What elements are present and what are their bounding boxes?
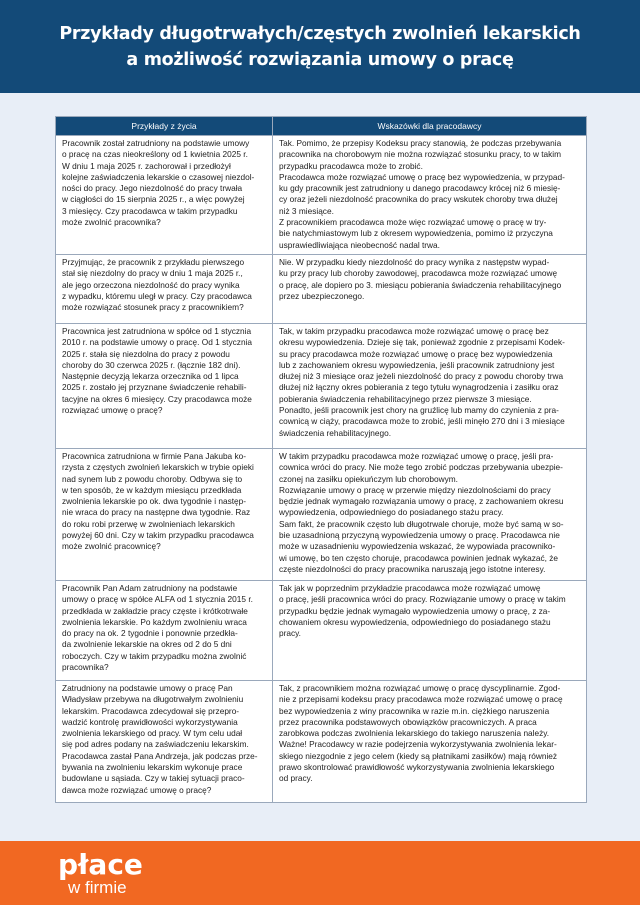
page-header — [0, 0, 640, 93]
advice-cell: Tak jak w poprzednim przykładzie pracodawca może rozwiązać umowę o pracę, jeśli pracownica wróci do pracy. Rozwiązanie umowy o pracę w takim przypadku będzie jednak wymagało wypowiedzenia umowy o pracę, z za- chowaniem okresu wypowiedzenia, odpowiedniego do posiadanego stażu pracy. — [273, 581, 587, 681]
page-title-line-1: Przykłady długotrwałych/częstych zwolnień lekarskich — [59, 23, 581, 44]
place-w-firmie-logo — [56, 846, 146, 898]
logo-word-place: płace — [58, 848, 143, 881]
column-header-examples: Przykłady z życia — [56, 117, 273, 136]
table-row — [56, 581, 587, 681]
example-cell: Pracownica jest zatrudniona w spółce od 1 stycznia 2010 r. na podstawie umowy o pracę. Od 1 stycznia 2025 r. stała się niezdolna do pracy z powodu choroby do 30 czerwca 2025 r. (łącznie 182 dni). Następnie decyzją lekarza orzecznika od 1 lipca 2025 r. zostało jej przyznane świadczenie rehabili- tacyjne na okres 6 miesięcy. Czy pracodawca może rozwiązać umowę o pracę? — [56, 324, 273, 449]
example-cell: Przyjmując, że pracownik z przykładu pierwszego stał się niezdolny do pracy w dniu 1 maja 2025 r., ale jego orzeczona niezdolność do pracy wynika z wypadku, któremu uległ w pracy. Czy pracodawca może rozwiązać stosunek pracy z pracownikiem? — [56, 255, 273, 324]
example-cell: Zatrudniony na podstawie umowy o pracę Pan Władysław przebywa na długotrwałym zwolnieniu lekarskim. Pracodawca zdecydował się przepro- wadzić kontrolę prawidłowości wykorzystywania zwolnienia lekarskiego od pracy. W tym celu udał się pod adres podany na zaświadczeniu lekarskim. Pracodawca zastał Pana Andrzeja, jak podczas prze- bywania na zwolnieniu lekarskim wykonuje prace budowlane u sąsiada. Czy w takiej sytuacji praco- dawca może rozwiązać umowę o pracę? — [56, 681, 273, 803]
advice-cell: Tak. Pomimo, że przepisy Kodeksu pracy stanowią, że podczas przebywania pracownika na chorobowym nie można rozwiązać stosunku pracy, to w takim przypadku pracodawca może to zrobić. Pracodawca może rozwiązać umowę o pracę bez wypowiedzenia, w przypad- ku gdy pracownik jest zatrudniony u danego pracodawcy krócej niż 6 miesię- cy oraz jeżeli niezdolność pracownika do pracy wskutek choroby trwa dłużej niż 3 miesiące. Z pracownikiem pracodawca może więc rozwiązać umowę o pracę w try- bie natychmiastowym lub z okresem wypowiedzenia, pomimo iż przyczyna usprawiedliwiająca nieobecność nadal trwa. — [273, 136, 587, 255]
example-cell: Pracownik został zatrudniony na podstawie umowy o pracę na czas nieokreślony od 1 kwietnia 2025 r. W dniu 1 maja 2025 r. zachorował i przedłożył kolejne zaświadczenia lekarskie o czasowej niezdol- ności do pracy. Jego niezdolność do pracy trwała w ciągłości do 15 sierpnia 2025 r., a więc powyżej 3 miesięcy. Czy pracodawca w takim przypadku może zwolnić pracownika? — [56, 136, 273, 255]
table-row — [56, 255, 587, 324]
advice-cell: Nie. W przypadku kiedy niezdolność do pracy wynika z następstw wypad- ku przy pracy lub choroby zawodowej, pracodawca może rozwiązać umowę o pracę, ale dopiero po 3. miesiącu pobierania świadczenia rehabilitacyjnego przez ubezpieczonego. — [273, 255, 587, 324]
page-title-line-2: a możliwość rozwiązania umowy o pracę — [126, 49, 514, 70]
advice-cell: Tak, w takim przypadku pracodawca może rozwiązać umowę o pracę bez okresu wypowiedzenia. Dzieje się tak, ponieważ zgodnie z przepisami Kodek- su pracy pracodawca może rozwiązać umowę o pracę bez wypowiedzenia lub z zachowaniem okresu wypowiedzenia, jeśli pracownik zatrudniony jest dłużej niż 3 miesiące oraz jeżeli niezdolność do pracy z powodu choroby trwa dłużej niż łączny okres pobierania z tego tytułu wynagrodzenia i zasiłku oraz pobierania świadczenia rehabilitacyjnego przez pierwsze 3 miesiące. Ponadto, jeśli pracownik jest chory na gruźlicę lub mamy do czynienia z pra- cownicą w ciąży, pracodawca może to zrobić, jeśli minęło 270 dni i 3 miesiące świadczenia rehabilitacyjnego. — [273, 324, 587, 449]
advice-cell: Tak, z pracownikiem można rozwiązać umowę o pracę dyscyplinarnie. Zgod- nie z przepisami kodeksu pracy pracodawca może rozwiązać umowę o pracę bez wypowiedzenia z winy pracownika w razie m.in. ciężkiego naruszenia przez pracownika podstawowych obowiązków pracowniczych. A praca zarobkowa podczas zwolnienia lekarskiego do takiego naruszenia należy. Ważne! Pracodawcy w razie podejrzenia wykorzystywania zwolnienia lekar- skiego niezgodnie z jego celem (kiedy są płatnikami zasiłków) mają również prawo skontrolować prawidłowość wykorzystywania zwolnienia lekarskiego od pracy. — [273, 681, 587, 803]
example-cell: Pracownica zatrudniona w firmie Pana Jakuba ko- rzysta z częstych zwolnień lekarskich w trybie opieki nad synem lub z powodu choroby. Odbywa się to w ten sposób, że w każdym miesiącu przedkłada zwolnienia lekarskie po ok. dwa tygodnie i następ- nie wraca do pracy na następne dwa tygodnie. Raz do roku robi przerwę w zwolnieniach lekarskich powyżej 60 dni. Czy w takim przypadku pracodawca może zwolnić pracownicę? — [56, 449, 273, 581]
advice-cell: W takim przypadku pracodawca może rozwiązać umowę o pracę, jeśli pra- cownica wróci do pracy. Nie może tego zrobić podczas przebywania ubezpie- czonej na zasiłku opiekuńczym lub chorobowym. Rozwiązanie umowy o pracę w przerwie między niezdolnościami do pracy będzie jednak wymagało rozwiązania umowy o pracę, z zachowaniem okresu wypowiedzenia, odpowiedniego do posiadanego stażu pracy. Sam fakt, że pracownik często lub długotrwale choruje, może być samą w so- bie uzasadnioną przyczyną wypowiedzenia umowy o pracę. Pracodawca nie może w uzasadnieniu wypowiedzenia wskazać, że wypowiada pracowniko- wi umowę, bo ten często choruje, pracodawca powinien jednak wykazać, że częste niezdolności do pracy pracownika naruszają jego istotne interesy. — [273, 449, 587, 581]
table-header-row — [56, 117, 587, 136]
column-header-advice: Wskazówki dla pracodawcy — [273, 117, 587, 136]
table-row — [56, 449, 587, 581]
table-row — [56, 136, 587, 255]
table-row — [56, 681, 587, 803]
logo-word-w-firmie: w firmie — [68, 878, 127, 897]
table-row — [56, 324, 587, 449]
examples-table — [55, 116, 587, 803]
example-cell: Pracownik Pan Adam zatrudniony na podstawie umowy o pracę w spółce ALFA od 1 stycznia 2015 r. przedkłada w zakładzie pracy częste i krótkotrwałe zwolnienia lekarskie. Po każdym zwolnieniu wraca do pracy na ok. 2 tygodnie i ponownie przedkła- da zwolnienie lekarskie na okres od 2 do 5 dni roboczych. Czy w takim przypadku można zwolnić pracownika? — [56, 581, 273, 681]
